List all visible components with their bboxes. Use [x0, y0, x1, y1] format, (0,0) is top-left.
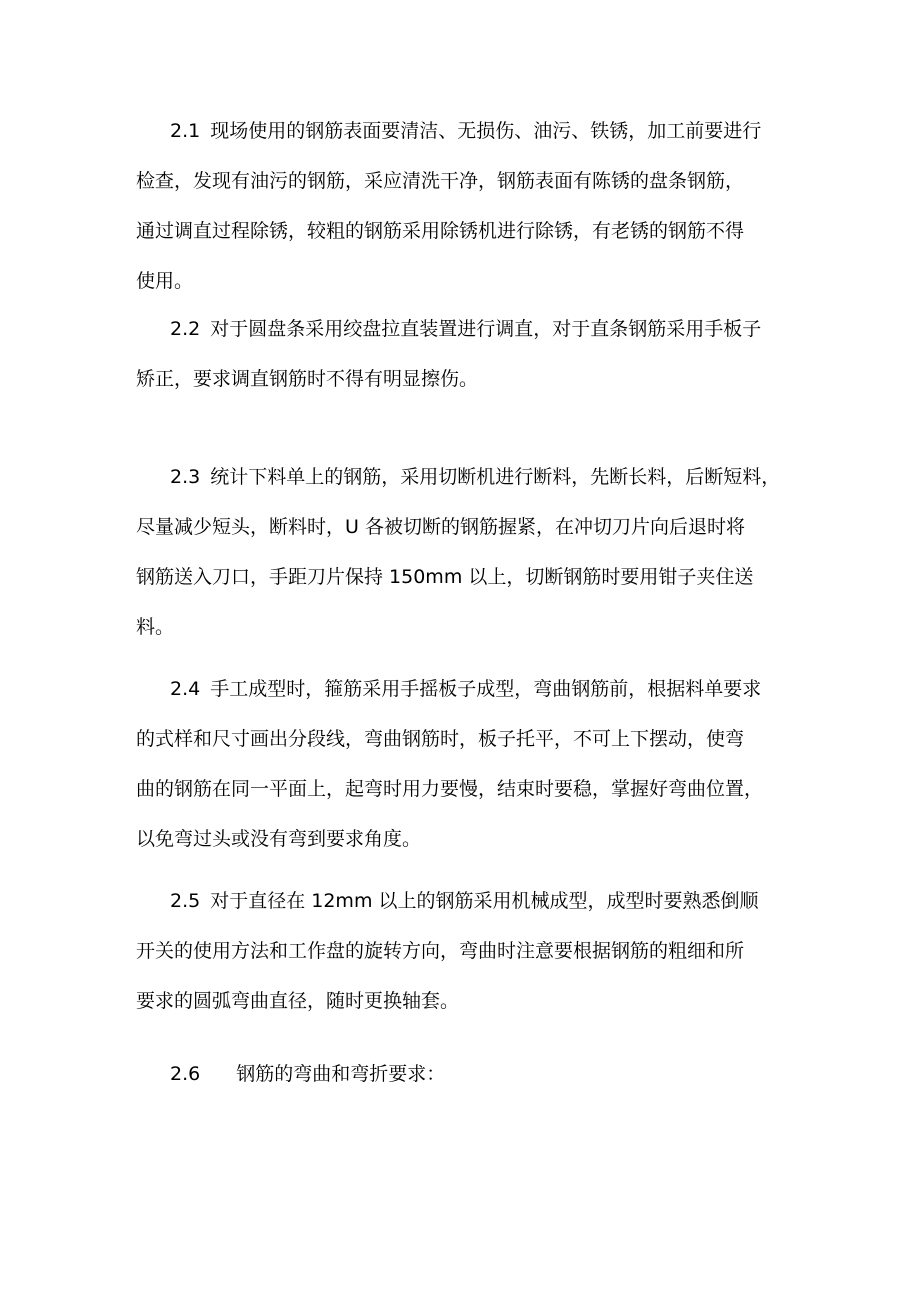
paragraph-line	[136, 452, 786, 502]
section-2-3	[136, 452, 786, 652]
section-number: 2.6	[170, 1063, 201, 1085]
section-number: 2.4	[170, 678, 201, 700]
paragraph-line: 以免弯过头或没有弯到要求角度。	[136, 828, 422, 850]
section-2-6	[136, 1049, 786, 1099]
paragraph-line: 要求的圆弧弯曲直径，随时更换轴套。	[136, 990, 460, 1012]
line-text: 对于直径在 12mm 以上的钢筋采用机械成型，成型时要熟悉倒顺	[210, 890, 759, 912]
paragraph-line: 检查，发现有油污的钢筋，采应清洗干净，钢筋表面有陈锈的盘条钢筋，	[136, 170, 745, 192]
paragraph-line: 的式样和尺寸画出分段线，弯曲钢筋时，板子托平，不可上下摆动，使弯	[136, 728, 745, 750]
line-text: 对于圆盘条采用绞盘拉直装置进行调直，对于直条钢筋采用手板子	[210, 318, 762, 340]
paragraph-line	[136, 304, 786, 354]
section-number: 2.2	[170, 318, 201, 340]
line-text: 手工成型时，箍筋采用手摇板子成型，弯曲钢筋前，根据料单要求	[210, 678, 762, 700]
section-2-5	[136, 876, 786, 1026]
paragraph-line: 尽量减少短头，断料时，U 各被切断的钢筋握紧，在冲切刀片向后退时将	[136, 516, 745, 538]
paragraph-line: 开关的使用方法和工作盘的旋转方向，弯曲时注意要根据钢筋的粗细和所	[136, 940, 745, 962]
paragraph-line: 曲的钢筋在同一平面上，起弯时用力要慢，结束时要稳，掌握好弯曲位置，	[136, 778, 764, 800]
paragraph-line: 通过调直过程除锈，较粗的钢筋采用除锈机进行除锈，有老锈的钢筋不得	[136, 220, 745, 242]
section-2-1	[136, 106, 786, 306]
paragraph-line	[136, 664, 786, 714]
paragraph-line: 矫正，要求调直钢筋时不得有明显擦伤。	[136, 368, 479, 390]
paragraph-line: 钢筋送入刀口，手距刀片保持 150mm 以上，切断钢筋时要用钳子夹住送	[136, 566, 754, 588]
paragraph-line	[136, 876, 786, 926]
paragraph-line	[136, 1049, 786, 1099]
paragraph-line: 使用。	[136, 270, 194, 292]
line-text: 钢筋的弯曲和弯折要求：	[236, 1063, 446, 1085]
line-text: 统计下料单上的钢筋，采用切断机进行断料，先断长料，后断短料，	[210, 466, 781, 488]
section-number: 2.5	[170, 890, 201, 912]
section-2-4	[136, 664, 786, 864]
line-text: 现场使用的钢筋表面要清洁、无损伤、油污、铁锈，加工前要进行	[210, 120, 762, 142]
section-number: 2.1	[170, 120, 201, 142]
paragraph-line	[136, 106, 786, 156]
section-number: 2.3	[170, 466, 201, 488]
section-2-2	[136, 304, 786, 404]
paragraph-line: 料。	[136, 616, 175, 638]
